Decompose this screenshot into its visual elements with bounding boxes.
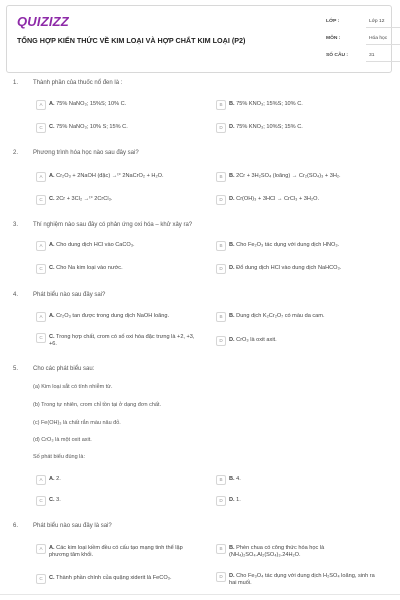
option-badge: A bbox=[36, 241, 46, 251]
question-number: 3. bbox=[13, 222, 19, 228]
question-number: 6. bbox=[13, 523, 19, 529]
meta-value: Lớp 12 bbox=[369, 19, 385, 24]
question-stem: Thành phần của thuốc nổ đen là : bbox=[33, 80, 123, 86]
worksheet-header bbox=[6, 5, 392, 73]
option-badge: B bbox=[216, 241, 226, 251]
option-badge: D bbox=[216, 264, 226, 274]
option-badge: D bbox=[216, 496, 226, 506]
question-stem: Thí nghiệm nào sau đây có phản ứng oxi hóa – khử xảy ra? bbox=[33, 222, 193, 228]
option-badge: A bbox=[36, 475, 46, 485]
statement-b: (b) Trong tự nhiên, crom chỉ tồn tại ở dạng đơn chất. bbox=[33, 402, 161, 408]
option-badge: D bbox=[216, 572, 226, 582]
statement-a: (a) Kim loại sắt có tính nhiễm từ. bbox=[33, 384, 113, 390]
option-badge: A bbox=[36, 100, 46, 110]
page-divider bbox=[0, 594, 400, 595]
question-number: 2. bbox=[13, 150, 19, 156]
option-badge: B bbox=[216, 172, 226, 182]
worksheet-title: TỔNG HỢP KIẾN THỨC VỀ KIM LOẠI VÀ HỢP CHẤT KIM LOẠI (P2) bbox=[17, 36, 246, 45]
question-stem: Phát biểu nào sau đây là sai? bbox=[33, 523, 112, 529]
option-badge: B bbox=[216, 312, 226, 322]
option-badge: A bbox=[36, 544, 46, 554]
meta-label: SỐ CÂU : bbox=[326, 53, 349, 58]
option-badge: B bbox=[216, 100, 226, 110]
option-badge: A bbox=[36, 172, 46, 182]
meta-value: 31 bbox=[369, 53, 375, 58]
option-badge: D bbox=[216, 336, 226, 346]
option-badge: C bbox=[36, 333, 46, 343]
meta-value: Hóa học bbox=[369, 36, 388, 41]
question-stem: Phát biểu nào sau đây sai? bbox=[33, 292, 106, 298]
statement-prompt: Số phát biểu đúng là: bbox=[33, 454, 85, 460]
question-number: 5. bbox=[13, 366, 19, 372]
option-badge: C bbox=[36, 264, 46, 274]
option-badge: B bbox=[216, 544, 226, 554]
option-badge: A bbox=[36, 312, 46, 322]
option-badge: D bbox=[216, 195, 226, 205]
option-badge: C bbox=[36, 195, 46, 205]
meta-label: LỚP : bbox=[326, 19, 340, 24]
option-badge: B bbox=[216, 475, 226, 485]
quizizz-logo: QUIZIZZ bbox=[17, 14, 69, 29]
option-badge: C bbox=[36, 574, 46, 584]
option-badge: C bbox=[36, 123, 46, 133]
question-number: 1. bbox=[13, 80, 19, 86]
meta-label: MÔN : bbox=[326, 36, 341, 41]
question-number: 4. bbox=[13, 292, 19, 298]
question-stem: Phương trình hóa học nào sau đây sai? bbox=[33, 150, 139, 156]
option-badge: D bbox=[216, 123, 226, 133]
statement-c: (c) Fe(OH)₃ là chất rắn màu nâu đỏ. bbox=[33, 420, 121, 426]
question-stem: Cho các phát biểu sau: bbox=[33, 366, 95, 372]
option-badge: C bbox=[36, 496, 46, 506]
statement-d: (d) CrO₃ là một oxit axit. bbox=[33, 437, 92, 443]
